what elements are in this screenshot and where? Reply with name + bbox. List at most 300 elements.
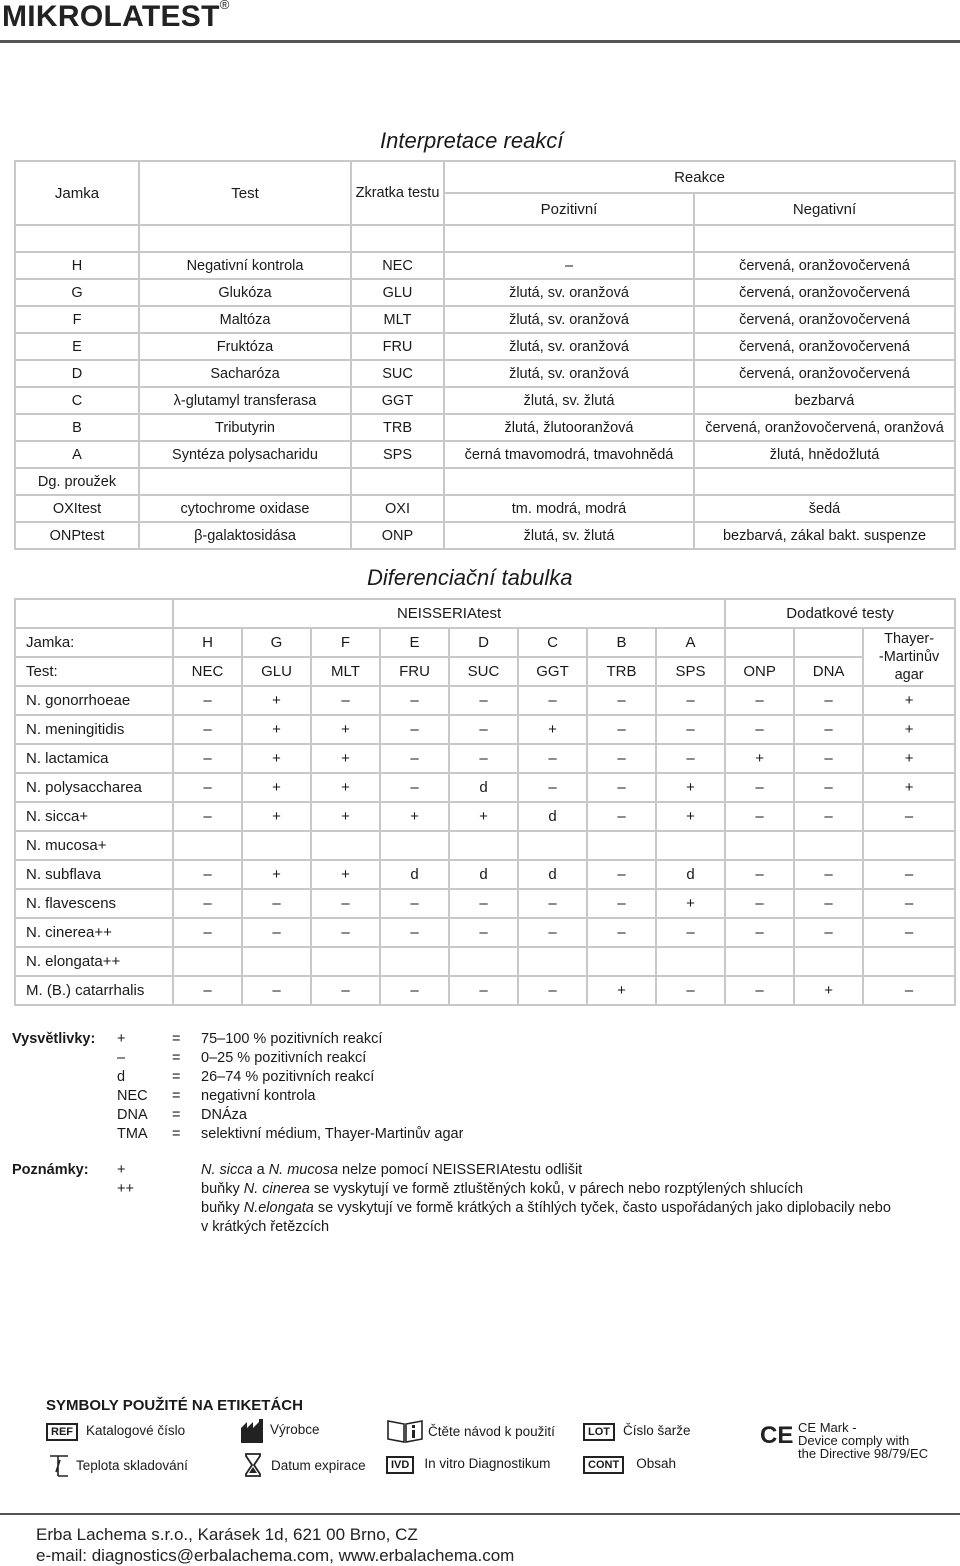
organism-name: N. flavescens bbox=[15, 889, 173, 918]
table-row bbox=[15, 860, 955, 889]
lot-label: Číslo šarže bbox=[623, 1423, 691, 1438]
legend-row bbox=[12, 1048, 463, 1067]
result-cell: – bbox=[725, 976, 794, 1005]
ce-mark-icon bbox=[760, 1421, 794, 1447]
cell-negative: žlutá, hnědožlutá bbox=[694, 441, 955, 468]
result-cell: d bbox=[518, 802, 587, 831]
lot-box: LOT bbox=[583, 1423, 615, 1441]
organism-name: N. elongata++ bbox=[15, 947, 173, 976]
result-cell: + bbox=[863, 744, 955, 773]
cell-abbr: FRU bbox=[351, 333, 444, 360]
result-cell: d bbox=[449, 773, 518, 802]
legend-label bbox=[12, 1124, 117, 1143]
result-cell: + bbox=[863, 715, 955, 744]
cont-label: Obsah bbox=[636, 1456, 676, 1471]
organism-name: M. (B.) catarrhalis bbox=[15, 976, 173, 1005]
symbols-title: SYMBOLY POUŽITÉ NA ETIKETÁCH bbox=[46, 1397, 303, 1414]
result-cell: – bbox=[380, 889, 449, 918]
symbol-ce bbox=[760, 1421, 928, 1462]
differential-table bbox=[14, 598, 956, 1006]
cell-test: cytochrome oxidase bbox=[139, 495, 351, 522]
header-negative: Negativní bbox=[694, 193, 955, 225]
symbol-cont bbox=[583, 1456, 676, 1474]
result-cell: – bbox=[380, 976, 449, 1005]
cell-abbr: NEC bbox=[351, 252, 444, 279]
result-cell: – bbox=[794, 715, 863, 744]
organism-name: N. meningitidis bbox=[15, 715, 173, 744]
table-row bbox=[15, 360, 955, 387]
note-symbol: ++ bbox=[117, 1181, 134, 1197]
result-cell bbox=[863, 831, 955, 860]
result-cell: + bbox=[242, 715, 311, 744]
result-cell: – bbox=[725, 860, 794, 889]
result-cell: + bbox=[656, 889, 725, 918]
result-cell: – bbox=[863, 860, 955, 889]
table-row bbox=[15, 918, 955, 947]
table-row bbox=[15, 387, 955, 414]
strip-label: Dg. proužek bbox=[15, 468, 139, 495]
ref-box: REF bbox=[46, 1423, 78, 1441]
legend-equals: = bbox=[172, 1106, 181, 1123]
result-cell bbox=[794, 831, 863, 860]
tma-line: -Martinův bbox=[878, 649, 940, 665]
organism-name: N. lactamica bbox=[15, 744, 173, 773]
result-cell: – bbox=[242, 889, 311, 918]
cell-well: A bbox=[15, 441, 139, 468]
footer-divider bbox=[0, 1513, 960, 1515]
legend-label bbox=[12, 1048, 117, 1067]
result-cell: – bbox=[380, 773, 449, 802]
cell-negative: bezbarvá, zákal bakt. suspenze bbox=[694, 522, 955, 549]
cell-test: λ-glutamyl transferasa bbox=[139, 387, 351, 414]
result-cell: – bbox=[311, 686, 380, 715]
well-cell: H bbox=[173, 628, 242, 657]
cell-test: β-galaktosidása bbox=[139, 522, 351, 549]
cell-positive: žlutá, sv. oranžová bbox=[444, 279, 694, 306]
note-symbol: + bbox=[117, 1162, 126, 1178]
result-cell: – bbox=[794, 773, 863, 802]
cell-negative: červená, oranžovočervená bbox=[694, 279, 955, 306]
result-cell: – bbox=[518, 686, 587, 715]
ref-label: Katalogové číslo bbox=[86, 1423, 186, 1438]
result-cell: – bbox=[794, 686, 863, 715]
cell-well: D bbox=[15, 360, 139, 387]
result-cell: + bbox=[242, 773, 311, 802]
cell-abbr: MLT bbox=[351, 306, 444, 333]
test-cell: MLT bbox=[311, 657, 380, 686]
result-cell: – bbox=[518, 889, 587, 918]
result-cell: – bbox=[794, 889, 863, 918]
table-row bbox=[15, 715, 955, 744]
cell-well: OXItest bbox=[15, 495, 139, 522]
cell-positive: žlutá, sv. žlutá bbox=[444, 387, 694, 414]
cell-positive: žlutá, sv. oranžová bbox=[444, 360, 694, 387]
result-cell: – bbox=[173, 802, 242, 831]
result-cell: – bbox=[242, 976, 311, 1005]
legend-text: negativní kontrola bbox=[201, 1087, 316, 1104]
well-cell: A bbox=[656, 628, 725, 657]
result-cell: – bbox=[863, 918, 955, 947]
result-cell: – bbox=[794, 918, 863, 947]
result-cell bbox=[518, 947, 587, 976]
result-cell bbox=[380, 947, 449, 976]
result-cell: + bbox=[380, 802, 449, 831]
result-cell: – bbox=[725, 889, 794, 918]
result-cell bbox=[449, 947, 518, 976]
legend-text: selektivní médium, Thayer-Martinův agar bbox=[201, 1125, 464, 1142]
cell-negative: červená, oranžovočervená bbox=[694, 360, 955, 387]
test-cell: FRU bbox=[380, 657, 449, 686]
legend-equals: = bbox=[172, 1049, 181, 1066]
table-row bbox=[15, 225, 955, 252]
well-cell: F bbox=[311, 628, 380, 657]
cell-positive: – bbox=[444, 252, 694, 279]
organism-name: N. cinerea++ bbox=[15, 918, 173, 947]
result-cell: – bbox=[656, 744, 725, 773]
result-cell: – bbox=[725, 918, 794, 947]
symbol-ifu bbox=[386, 1418, 555, 1448]
cont-box: CONT bbox=[583, 1456, 624, 1474]
svg-text:CE: CE bbox=[760, 1422, 794, 1447]
result-cell: – bbox=[863, 976, 955, 1005]
result-cell: – bbox=[311, 976, 380, 1005]
cell-positive: žlutá, sv. oranžová bbox=[444, 306, 694, 333]
test-cell: ONP bbox=[725, 657, 794, 686]
header-test: Test bbox=[139, 161, 351, 225]
footer-address: Erba Lachema s.r.o., Karásek 1d, 621 00 Brno, CZ bbox=[36, 1525, 418, 1544]
registered-mark: ® bbox=[219, 0, 230, 12]
result-cell: – bbox=[656, 976, 725, 1005]
factory-icon bbox=[240, 1418, 266, 1444]
result-cell bbox=[173, 831, 242, 860]
result-cell: – bbox=[725, 686, 794, 715]
book-icon bbox=[386, 1418, 424, 1444]
result-cell: + bbox=[863, 773, 955, 802]
table-row bbox=[15, 947, 955, 976]
result-cell: – bbox=[173, 744, 242, 773]
legend-equals: = bbox=[172, 1125, 181, 1142]
header-well: Jamka bbox=[15, 161, 139, 225]
result-cell: + bbox=[656, 773, 725, 802]
legend-symbol: NEC bbox=[117, 1087, 148, 1104]
result-cell: – bbox=[449, 744, 518, 773]
result-cell bbox=[311, 831, 380, 860]
cell-positive: žlutá, sv. žlutá bbox=[444, 522, 694, 549]
notes bbox=[12, 1161, 957, 1237]
table-row bbox=[15, 831, 955, 860]
interpretation-table bbox=[14, 160, 956, 550]
result-cell: – bbox=[587, 744, 656, 773]
cell-test: Fruktóza bbox=[139, 333, 351, 360]
cell-positive: černá tmavomodrá, tmavohnědá bbox=[444, 441, 694, 468]
result-cell: – bbox=[794, 860, 863, 889]
cell-negative: bezbarvá bbox=[694, 387, 955, 414]
table-row bbox=[15, 889, 955, 918]
organism-name: N. mucosa+ bbox=[15, 831, 173, 860]
legend-label bbox=[12, 1086, 117, 1105]
symbol-lot bbox=[583, 1423, 691, 1441]
table-row bbox=[15, 306, 955, 333]
cell-well: ONPtest bbox=[15, 522, 139, 549]
hourglass-icon bbox=[244, 1452, 262, 1478]
header-abbr: Zkratka testu bbox=[351, 161, 444, 225]
symbol-manufacturer bbox=[240, 1418, 320, 1448]
table-row bbox=[15, 976, 955, 1005]
legend-symbol: TMA bbox=[117, 1125, 148, 1142]
temperature-label: Teplota skladování bbox=[76, 1458, 188, 1473]
result-cell bbox=[242, 947, 311, 976]
cell-negative: červená, oranžovočervená bbox=[694, 306, 955, 333]
legend bbox=[12, 1029, 463, 1143]
cell-negative: červená, oranžovočervená, oranžová bbox=[694, 414, 955, 441]
ce-line: Device comply with bbox=[798, 1433, 910, 1448]
manufacturer-label: Výrobce bbox=[270, 1422, 320, 1437]
legend-equals: = bbox=[172, 1030, 181, 1047]
result-cell: – bbox=[518, 744, 587, 773]
legend-equals: = bbox=[172, 1068, 181, 1085]
legend-row bbox=[12, 1124, 463, 1143]
test-cell: SPS bbox=[656, 657, 725, 686]
legend-symbol: DNA bbox=[117, 1106, 148, 1123]
result-cell: – bbox=[449, 918, 518, 947]
result-cell: – bbox=[863, 889, 955, 918]
legend-label bbox=[12, 1067, 117, 1086]
table-row bbox=[15, 744, 955, 773]
ce-text bbox=[798, 1421, 928, 1460]
result-cell bbox=[518, 831, 587, 860]
tma-line: Thayer- bbox=[884, 631, 935, 647]
result-cell: d bbox=[656, 860, 725, 889]
organism-rows bbox=[15, 686, 955, 1005]
result-cell: – bbox=[173, 889, 242, 918]
legend-equals: = bbox=[172, 1087, 181, 1104]
result-cell bbox=[380, 831, 449, 860]
table-row bbox=[15, 441, 955, 468]
legend-text: 0–25 % pozitivních reakcí bbox=[201, 1049, 367, 1066]
test-cell: DNA bbox=[794, 657, 863, 686]
tma-line: agar bbox=[894, 667, 924, 683]
well-cell: E bbox=[380, 628, 449, 657]
result-cell bbox=[449, 831, 518, 860]
ce-line: the Directive 98/79/EC bbox=[798, 1446, 929, 1461]
result-cell: – bbox=[587, 686, 656, 715]
cell-positive: žlutá, žlutooranžová bbox=[444, 414, 694, 441]
well-cell: G bbox=[242, 628, 311, 657]
legend-text: 26–74 % pozitivních reakcí bbox=[201, 1068, 375, 1085]
result-cell: – bbox=[449, 976, 518, 1005]
result-cell: – bbox=[449, 686, 518, 715]
result-cell bbox=[794, 947, 863, 976]
result-cell: d bbox=[449, 860, 518, 889]
legend-text: DNÁza bbox=[201, 1106, 247, 1123]
result-cell: + bbox=[587, 976, 656, 1005]
legend-label: Vysvětlivky: bbox=[12, 1030, 96, 1047]
differential-title: Diferenciační tabulka bbox=[367, 565, 573, 590]
result-cell: – bbox=[587, 802, 656, 831]
temperature-icon bbox=[46, 1450, 72, 1480]
result-cell: + bbox=[311, 802, 380, 831]
result-cell: – bbox=[311, 918, 380, 947]
table-row bbox=[15, 333, 955, 360]
result-cell: + bbox=[311, 860, 380, 889]
result-cell: – bbox=[449, 715, 518, 744]
table-header-row bbox=[15, 628, 955, 657]
cell-well: B bbox=[15, 414, 139, 441]
result-cell bbox=[656, 947, 725, 976]
brand-name: MIKROLATEST bbox=[2, 0, 220, 33]
organism-name: N. sicca+ bbox=[15, 802, 173, 831]
result-cell: d bbox=[518, 860, 587, 889]
table-row bbox=[15, 773, 955, 802]
header-reaction: Reakce bbox=[444, 161, 955, 193]
table-row bbox=[15, 522, 955, 549]
result-cell: + bbox=[242, 686, 311, 715]
well-cell: C bbox=[518, 628, 587, 657]
result-cell: – bbox=[587, 715, 656, 744]
result-cell: – bbox=[587, 889, 656, 918]
cell-negative: červená, oranžovočervená bbox=[694, 333, 955, 360]
cell-abbr: SPS bbox=[351, 441, 444, 468]
result-cell bbox=[863, 947, 955, 976]
cell-abbr: GGT bbox=[351, 387, 444, 414]
ifu-label: Čtěte návod k použití bbox=[428, 1424, 555, 1439]
table-row bbox=[15, 686, 955, 715]
table-row bbox=[15, 495, 955, 522]
result-cell: – bbox=[725, 773, 794, 802]
legend-row bbox=[12, 1105, 463, 1124]
symbol-ivd bbox=[386, 1456, 550, 1474]
result-cell bbox=[587, 947, 656, 976]
result-cell: – bbox=[518, 976, 587, 1005]
result-cell: – bbox=[380, 744, 449, 773]
test-cell: SUC bbox=[449, 657, 518, 686]
result-cell: + bbox=[242, 802, 311, 831]
legend-text: 75–100 % pozitivních reakcí bbox=[201, 1030, 383, 1047]
test-cell: GLU bbox=[242, 657, 311, 686]
legend-symbol: d bbox=[117, 1068, 126, 1085]
result-cell: – bbox=[380, 715, 449, 744]
result-cell: – bbox=[380, 686, 449, 715]
result-cell: – bbox=[587, 773, 656, 802]
cell-positive: tm. modrá, modrá bbox=[444, 495, 694, 522]
result-cell bbox=[656, 831, 725, 860]
note-3: buňky N.elongata se vyskytují ve formě krátkých a štíhlých tyček, často uspořádaných jako diplobacily nebo v krátkých řetězcích bbox=[201, 1200, 891, 1235]
result-cell: – bbox=[863, 802, 955, 831]
ivd-label: In vitro Diagnostikum bbox=[424, 1456, 551, 1471]
cell-abbr: SUC bbox=[351, 360, 444, 387]
result-cell bbox=[173, 947, 242, 976]
result-cell bbox=[587, 831, 656, 860]
cell-negative: šedá bbox=[694, 495, 955, 522]
well-cell: B bbox=[587, 628, 656, 657]
cell-test: Sacharóza bbox=[139, 360, 351, 387]
cell-well: G bbox=[15, 279, 139, 306]
tma-header bbox=[863, 628, 955, 686]
cell-abbr: GLU bbox=[351, 279, 444, 306]
cell-well: E bbox=[15, 333, 139, 360]
note-1: N. sicca a N. mucosa nelze pomocí NEISSERIAtestu odlišit bbox=[201, 1162, 583, 1178]
cell-test: Maltóza bbox=[139, 306, 351, 333]
organism-name: N. polysaccharea bbox=[15, 773, 173, 802]
legend-row bbox=[12, 1086, 463, 1105]
table-header-row bbox=[15, 657, 955, 686]
cell-well: H bbox=[15, 252, 139, 279]
cell-well: F bbox=[15, 306, 139, 333]
result-cell: – bbox=[518, 918, 587, 947]
result-cell: – bbox=[518, 773, 587, 802]
result-cell: + bbox=[242, 860, 311, 889]
cell-positive: žlutá, sv. oranžová bbox=[444, 333, 694, 360]
cell-test: Syntéza polysacharidu bbox=[139, 441, 351, 468]
footer-contact: e-mail: diagnostics@erbalachema.com, www.erbalachema.com bbox=[36, 1546, 515, 1565]
ce-line: CE Mark - bbox=[798, 1420, 857, 1435]
result-cell: – bbox=[794, 802, 863, 831]
legend-symbol: + bbox=[117, 1030, 126, 1047]
result-cell: – bbox=[311, 889, 380, 918]
cell-abbr: ONP bbox=[351, 522, 444, 549]
result-cell: + bbox=[656, 802, 725, 831]
result-cell: – bbox=[449, 889, 518, 918]
table-row bbox=[15, 468, 955, 495]
result-cell: + bbox=[794, 976, 863, 1005]
well-cell: D bbox=[449, 628, 518, 657]
notes-label: Poznámky: bbox=[12, 1162, 89, 1178]
symbol-expiry bbox=[244, 1452, 366, 1482]
group-neisseriatest: NEISSERIAtest bbox=[173, 599, 725, 628]
cell-test: Glukóza bbox=[139, 279, 351, 306]
table-header-row bbox=[15, 599, 955, 628]
ivd-box: IVD bbox=[386, 1456, 414, 1474]
brand-logo bbox=[2, 0, 230, 34]
result-cell: – bbox=[173, 773, 242, 802]
test-cell: NEC bbox=[173, 657, 242, 686]
interpretation-title: Interpretace reakcí bbox=[380, 128, 564, 153]
result-cell: – bbox=[725, 802, 794, 831]
result-cell: – bbox=[656, 686, 725, 715]
result-cell: – bbox=[173, 976, 242, 1005]
table-row bbox=[15, 414, 955, 441]
result-cell: d bbox=[380, 860, 449, 889]
result-cell: – bbox=[587, 860, 656, 889]
header-divider bbox=[0, 40, 960, 43]
symbol-ref bbox=[46, 1423, 185, 1441]
cell-well: C bbox=[15, 387, 139, 414]
legend-symbol: – bbox=[117, 1049, 126, 1066]
note-2: buňky N. cinerea se vyskytují ve formě ztluštěných koků, v párech nebo rozptýlených shlucích bbox=[201, 1181, 804, 1197]
result-cell: + bbox=[311, 773, 380, 802]
result-cell bbox=[242, 831, 311, 860]
result-cell: – bbox=[794, 744, 863, 773]
table-row bbox=[15, 279, 955, 306]
result-cell: + bbox=[449, 802, 518, 831]
cell-test: Negativní kontrola bbox=[139, 252, 351, 279]
result-cell: – bbox=[173, 860, 242, 889]
result-cell: – bbox=[656, 918, 725, 947]
well-label: Jamka: bbox=[15, 628, 173, 657]
expiry-label: Datum expirace bbox=[271, 1458, 366, 1473]
result-cell: – bbox=[656, 715, 725, 744]
table-header-row bbox=[15, 161, 955, 193]
result-cell: + bbox=[311, 715, 380, 744]
test-cell: TRB bbox=[587, 657, 656, 686]
result-cell: + bbox=[518, 715, 587, 744]
table-row bbox=[15, 252, 955, 279]
result-cell: – bbox=[587, 918, 656, 947]
result-cell: – bbox=[380, 918, 449, 947]
test-cell: GGT bbox=[518, 657, 587, 686]
test-label: Test: bbox=[15, 657, 173, 686]
result-cell: – bbox=[173, 715, 242, 744]
